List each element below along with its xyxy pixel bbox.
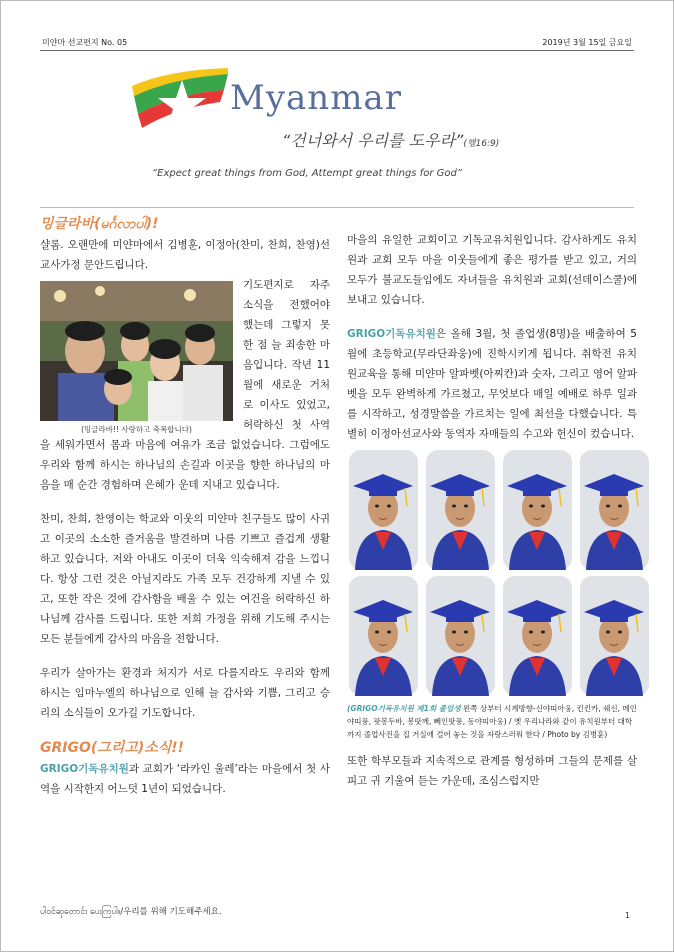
graduate-portrait bbox=[426, 576, 495, 696]
graduate-portrait bbox=[580, 576, 649, 696]
graduate-portrait bbox=[503, 450, 572, 570]
family-photo-block bbox=[40, 281, 233, 435]
kindergarten-brand: GRIGO기독유치원 bbox=[347, 328, 436, 340]
right-paragraph-2-text: 은 올해 3월, 첫 졸업생(8명)을 배출하여 5월에 초등학교(무라단좌웅)에 진학시키게 됩니다. 취학전 유치원교육을 통해 미얀마 알파벳(아찌칸)과 숫자, 그리고 영어 알파벳을 모두 완벽하게 가르쳤고, 무엇보다 매일 예배로 하루 일과를 시작하고, 성경말씀을 가르치는 일에 최선을 다했습니다. 특별히 이정아선교사와 동역자 자매들의 수고와 헌신이 컸습니다. bbox=[347, 328, 637, 440]
masthead-subtitle bbox=[282, 128, 499, 151]
left-column bbox=[40, 213, 330, 799]
subtitle-reference: (행16:9) bbox=[463, 139, 500, 149]
news-text: 과 교회가 ‘라카인 울레’라는 마을에서 첫 사역을 시작한지 어느덧 1년이 되었습니다. bbox=[40, 763, 330, 795]
graduate-portrait bbox=[426, 450, 495, 570]
header-divider bbox=[40, 50, 634, 51]
news-brand: GRIGO기독유치원 bbox=[40, 763, 129, 775]
masthead-title: Myanmar bbox=[230, 78, 402, 118]
graduation-caption bbox=[347, 702, 637, 741]
left-paragraph-3: 우리가 살아가는 환경과 처지가 서로 다를지라도 우리와 함께 하시는 임마누엘의 하나님으로 인해 늘 감사와 기쁨, 그리고 승리의 소식들이 오가길 기도합니다. bbox=[40, 667, 330, 719]
header-date: 2019년 3월 15일 금요일 bbox=[542, 38, 632, 47]
graduation-caption-brand: (GRIGO기독유치원 제1회 졸업생 bbox=[347, 704, 461, 713]
header-issue: 미얀마 선교편지 No. 05 bbox=[42, 38, 128, 47]
greeting-text: 샬롬. 오랜만에 미얀마에서 김병훈, 이정아(찬미, 찬희, 찬영)선교사가정 문안드립니다. bbox=[40, 239, 330, 271]
left-paragraph-2: 찬미, 찬희, 찬영이는 학교와 이웃의 미얀마 친구들도 많이 사귀고 이곳의 소소한 즐거움을 발견하며 나름 기쁘고 즐겁게 생활하고 있습니다. 저와 아내도 이곳이 더욱 익숙해져 감을 느낍니다. 항상 그런 것은 아닐지라도 가족 모두 건강하게 지낼 수 있고, 또한 작은 것에 감사함을 배울 수 있는 여건을 허락하신 하나님께 감사를 드립니다. 또한 저희 가정을 위해 기도해 주시는 모든 분들에게 감사의 마음을 전합니다. bbox=[40, 513, 330, 645]
right-paragraph-3: 또한 학부모들과 지속적으로 관계를 형성하며 그들의 문제를 살피고 귀 기울여 듣는 가운데, 조심스럽지만 bbox=[347, 755, 637, 787]
greeting-heading: 밍글라바(မင်္ဂလာပါ)! bbox=[40, 216, 159, 232]
graduate-portrait bbox=[349, 576, 418, 696]
right-paragraph-1: 마을의 유일한 교회이고 기독교유치원입니다. 감사하게도 유치원과 교회 모두 마을 이웃들에게 좋은 평가를 받고 있고, 거의 모두가 불교도들임에도 자녀들을 유치원과 교회(선데이스쿨)에 보내고 있습니다. bbox=[347, 234, 637, 306]
graduation-caption-text: 왼쪽 상부터 시계방향-신야띠아웅, 킨킨카, 쉐신, 메인야띠풍, 팟봉두바, 봉땃께, 뻬인땃풍, 동야띠아웅) / 옛 우리나라와 같이 유치원부터 대학까지 졸업사진을 집 거실에 걸어 놓는 것을 자랑스러워 한다 / Photo by 김병훈) bbox=[347, 704, 637, 739]
family-photo bbox=[40, 281, 233, 421]
right-paragraph-2 bbox=[347, 324, 637, 444]
footer-prayer: ပါဝင်ဆုတောင်း ပေးကြပါ။/우리를 위해 기도해주세요. bbox=[40, 907, 222, 917]
graduate-portrait bbox=[349, 450, 418, 570]
news-paragraph bbox=[40, 759, 330, 799]
photo-caption: (밍글라바!! 사랑하고 축복합니다) bbox=[81, 425, 192, 434]
right-column bbox=[347, 230, 637, 791]
masthead-divider bbox=[40, 207, 634, 208]
news-heading: GRIGO(그리고)소식!! bbox=[40, 740, 185, 756]
graduate-portrait bbox=[503, 576, 572, 696]
graduate-portrait bbox=[580, 450, 649, 570]
myanmar-flag-star-icon bbox=[128, 66, 232, 136]
left-paragraph-1: 기도편지로 자주 소식을 전했어야 했는데 그렇지 못한 점 늘 죄송한 마음입니다. 작년 11월에 새로운 거처로 이사도 있었고, 허락하신 첫 사역을 세워가면서 몸과 마음에 여유가 조금 없었습니다. 그럼에도 우리와 함께 하시는 하나님의 손길과 이곳을 향한 하나님의 마음을 매 순간 경험하며 은혜가 운데 지내고 있습니다. bbox=[40, 279, 330, 491]
subtitle-text: “건너와서 우리를 도우라” bbox=[282, 131, 464, 150]
graduation-photo-grid bbox=[349, 450, 637, 696]
masthead-motto: “Expect great things from God, Attempt great things for God” bbox=[152, 168, 463, 179]
page-number: 1 bbox=[624, 911, 630, 920]
